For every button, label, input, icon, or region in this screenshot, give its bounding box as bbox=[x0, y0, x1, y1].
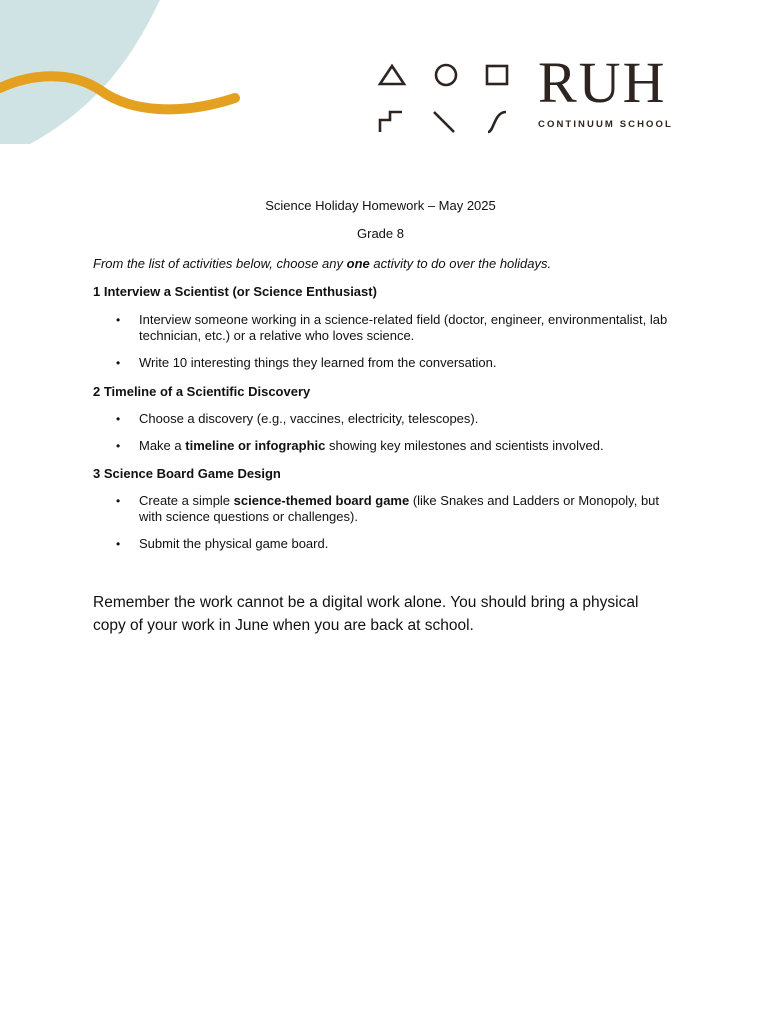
curve-icon bbox=[488, 112, 506, 132]
intro-emphasis: one bbox=[346, 256, 370, 271]
teal-shape bbox=[0, 0, 160, 144]
document-title: Science Holiday Homework – May 2025 bbox=[265, 198, 496, 213]
bullet-icon: • bbox=[116, 412, 121, 426]
corner-decoration bbox=[0, 0, 250, 150]
triangle-icon bbox=[380, 66, 404, 84]
list-item bbox=[93, 438, 668, 454]
square-icon bbox=[487, 66, 507, 84]
logo-wordmark: RUH bbox=[538, 50, 667, 115]
bullet-text: Make a bbox=[139, 438, 186, 453]
list-item bbox=[93, 312, 668, 344]
list-item bbox=[93, 355, 668, 371]
bullet-text: Interview someone working in a science-related field (doctor, engineer, environmentalist, lab technician, etc.) or a relative who loves science. bbox=[139, 312, 668, 343]
list-item bbox=[93, 536, 668, 552]
bullet-icon: • bbox=[116, 356, 121, 370]
bullet-text: showing key milestones and scientists involved. bbox=[325, 438, 604, 453]
section-2-list bbox=[93, 411, 668, 465]
section-3-list bbox=[93, 493, 668, 563]
bullet-text: Create a simple bbox=[139, 493, 234, 508]
logo-symbols-icon bbox=[372, 58, 522, 138]
intro-before: From the list of activities below, choose any bbox=[93, 256, 347, 271]
section-1-list bbox=[93, 312, 668, 382]
bullet-text-bold: timeline or infographic bbox=[185, 438, 326, 453]
bullet-text-bold: science-themed board game bbox=[233, 493, 410, 508]
circle-icon bbox=[436, 65, 456, 85]
section-2-heading: 2 Timeline of a Scientific Discovery bbox=[93, 384, 311, 399]
intro-after: activity to do over the holidays. bbox=[369, 256, 552, 271]
bullet-text: Choose a discovery (e.g., vaccines, electricity, telescopes). bbox=[139, 411, 479, 426]
bullet-text: (like Snakes and Ladders or Monopoly, but with science questions or challenges). bbox=[139, 493, 660, 524]
section-3-heading: 3 Science Board Game Design bbox=[93, 466, 281, 481]
bullet-icon: • bbox=[116, 439, 121, 453]
logo-tagline: CONTINUUM SCHOOL bbox=[538, 119, 673, 130]
list-item bbox=[93, 493, 668, 525]
bullet-text: Write 10 interesting things they learned from the conversation. bbox=[139, 355, 497, 370]
bullet-icon: • bbox=[116, 313, 121, 327]
list-item bbox=[93, 411, 668, 427]
closing-note: Remember the work cannot be a digital work alone. You should bring a physical copy of your work in June when you are back at school. bbox=[93, 594, 639, 634]
step-icon bbox=[380, 112, 402, 132]
school-logo bbox=[372, 50, 708, 138]
slash-icon bbox=[434, 112, 454, 132]
bullet-icon: • bbox=[116, 537, 121, 551]
grade-label: Grade 8 bbox=[357, 226, 404, 241]
bullet-text: Submit the physical game board. bbox=[139, 536, 329, 551]
section-1-heading: 1 Interview a Scientist (or Science Enthusiast) bbox=[93, 284, 377, 299]
bullet-icon: • bbox=[116, 494, 121, 508]
intro-text bbox=[93, 256, 668, 272]
